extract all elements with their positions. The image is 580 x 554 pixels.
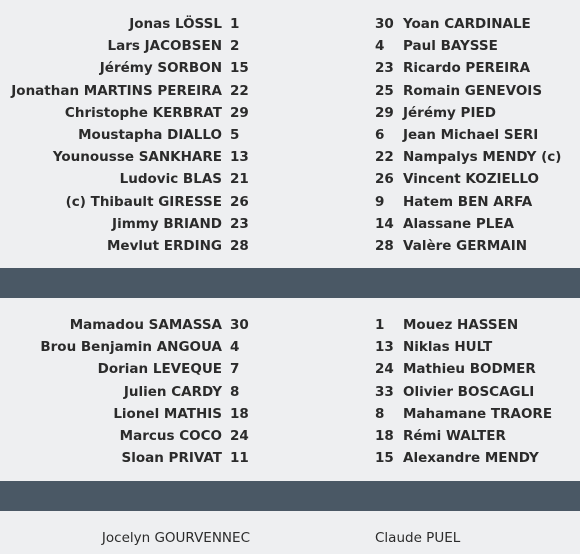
- home-player-number: 2: [230, 38, 240, 55]
- home-player-name: (c) Thibault GIRESSE: [65, 193, 222, 210]
- away-player-name: Jérémy PIED: [403, 104, 496, 121]
- home-player-number: 24: [230, 427, 249, 444]
- away-player-name: Mahamane TRAORE: [403, 405, 553, 422]
- away-player-name: Yoan CARDINALE: [403, 16, 531, 32]
- away-player-number: 18: [375, 427, 394, 444]
- away-player-name: Mouez HASSEN: [403, 317, 519, 333]
- home-player-name: Younousse SANKHARE: [52, 149, 222, 166]
- home-player-number: 11: [230, 450, 249, 467]
- home-player-number: 18: [230, 405, 249, 422]
- home-player-number: 30: [230, 317, 249, 333]
- away-player-name: Ricardo PEREIRA: [403, 60, 531, 77]
- coach-row: [0, 527, 580, 549]
- coaches-row: [0, 527, 580, 549]
- away-player-number: 13: [375, 339, 394, 356]
- away-player-name: Valère GERMAIN: [403, 237, 528, 254]
- home-player-number: 13: [230, 149, 249, 166]
- home-player-number: 22: [230, 82, 249, 99]
- lineup-row: [0, 425, 580, 447]
- away-player-name: Olivier BOSCAGLI: [403, 383, 535, 400]
- home-player-name: Marcus COCO: [119, 427, 222, 444]
- away-player-number: 28: [375, 237, 394, 254]
- away-player-number: 25: [375, 82, 394, 99]
- home-player-name: Jonathan MARTINS PEREIRA: [11, 82, 222, 99]
- away-player-number: 4: [375, 38, 385, 55]
- home-player-name: Mevlut ERDING: [106, 237, 222, 254]
- lineup-row: [0, 35, 580, 57]
- lineup-row: [0, 358, 580, 380]
- home-player-name: Sloan PRIVAT: [121, 450, 222, 467]
- substitutes-lineups: [0, 314, 580, 469]
- away-player-name: Alassane PLEA: [403, 215, 514, 232]
- away-player-name: Alexandre MENDY: [403, 450, 539, 467]
- lineup-row: [0, 314, 580, 336]
- home-player-name: Christophe KERBRAT: [64, 104, 222, 121]
- away-player-name: Romain GENEVOIS: [403, 82, 543, 99]
- home-player-number: 5: [230, 126, 240, 143]
- home-player-number: 8: [230, 383, 240, 400]
- home-player-name: Jimmy BRIAND: [112, 215, 222, 232]
- away-player-number: 29: [375, 104, 394, 121]
- away-player-number: 33: [375, 383, 394, 400]
- lineup-row: [0, 57, 580, 79]
- lineup-row: [0, 80, 580, 102]
- home-player-number: 15: [230, 60, 249, 77]
- home-player-name: Jonas LÖSSL: [129, 16, 222, 32]
- lineup-row: [0, 213, 580, 235]
- away-player-number: 6: [375, 126, 385, 143]
- home-player-number: 26: [230, 193, 249, 210]
- home-player-number: 1: [230, 16, 240, 32]
- home-player-name: Dorian LEVEQUE: [97, 361, 222, 378]
- lineup-row: [0, 191, 580, 213]
- home-player-name: Julien CARDY: [123, 383, 222, 400]
- home-player-number: 28: [230, 237, 249, 254]
- away-player-number: 9: [375, 193, 385, 210]
- away-player-number: 1: [375, 317, 385, 333]
- section-divider: [0, 481, 580, 511]
- home-player-name: Lionel MATHIS: [113, 405, 222, 422]
- lineup-row: [0, 336, 580, 358]
- away-player-number: 24: [375, 361, 394, 378]
- lineup-row: [0, 381, 580, 403]
- lineup-row: [0, 168, 580, 190]
- away-player-number: 15: [375, 450, 394, 467]
- home-player-number: 7: [230, 361, 240, 378]
- away-player-number: 26: [375, 171, 394, 188]
- home-player-name: Brou Benjamin ANGOUA: [40, 339, 222, 356]
- section-divider: [0, 268, 580, 298]
- lineup-row: [0, 235, 580, 257]
- lineup-row: [0, 146, 580, 168]
- home-player-number: 21: [230, 171, 249, 188]
- home-player-name: Mamadou SAMASSA: [69, 317, 222, 333]
- away-player-name: Vincent KOZIELLO: [403, 171, 539, 188]
- away-player-name: Jean Michael SERI: [403, 126, 539, 143]
- lineup-row: [0, 102, 580, 124]
- away-player-name: Rémi WALTER: [403, 427, 506, 444]
- away-player-name: Hatem BEN ARFA: [403, 193, 533, 210]
- away-player-name: Mathieu BODMER: [403, 361, 536, 378]
- home-coach-name: Jocelyn GOURVENNEC: [101, 530, 250, 546]
- away-player-name: Paul BAYSSE: [403, 38, 498, 55]
- away-coach-name: Claude PUEL: [375, 530, 461, 546]
- away-player-name: Nampalys MENDY (c): [403, 149, 562, 166]
- away-player-number: 30: [375, 16, 394, 32]
- away-player-number: 8: [375, 405, 385, 422]
- home-player-number: 4: [230, 339, 240, 356]
- home-player-name: Moustapha DIALLO: [78, 126, 222, 143]
- home-player-name: Lars JACOBSEN: [107, 38, 222, 55]
- away-player-number: 23: [375, 60, 394, 77]
- home-player-name: Jérémy SORBON: [99, 60, 222, 77]
- home-player-number: 29: [230, 104, 249, 121]
- away-player-number: 14: [375, 215, 394, 232]
- home-player-number: 23: [230, 215, 249, 232]
- starting-lineups: [0, 13, 580, 257]
- away-player-name: Niklas HULT: [403, 339, 493, 356]
- lineup-row: [0, 403, 580, 425]
- home-player-name: Ludovic BLAS: [119, 171, 222, 188]
- lineup-row: [0, 124, 580, 146]
- away-player-number: 22: [375, 149, 394, 166]
- lineup-row: [0, 447, 580, 469]
- lineup-row: [0, 13, 580, 35]
